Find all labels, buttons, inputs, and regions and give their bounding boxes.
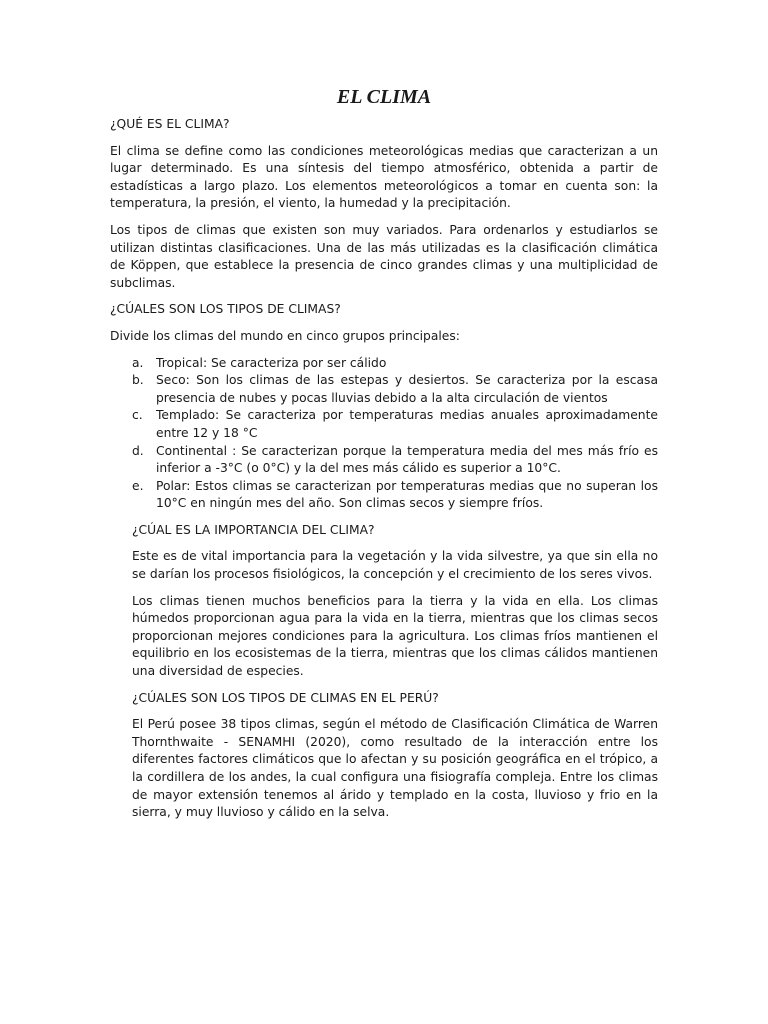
- document-title: EL CLIMA: [336, 86, 432, 108]
- list-item-text: Continental : Se caracterizan porque la temperatura media del mes más frío es inferior a -3°C (o 0°C) y la del mes más cálido es superior a 10°C.: [156, 443, 658, 476]
- paragraph: Los climas tienen muchos beneficios para la tierra y la vida en ella. Los climas húmedos proporcionan agua para la vida en la tierra, mientras que los climas secos proporcionan mejores condiciones para la agricultura. Los climas fríos mantienen el equilibrio en los ecosistemas de la tierra, mientras que los climas cálidos mantienen una diversidad de especies.: [132, 593, 658, 679]
- list-marker: b.: [132, 373, 144, 388]
- paragraph: El Perú posee 38 tipos climas, según el método de Clasificación Climática de Warren Thornthwaite - SENAMHI (2020), como resultado de la interacción entre los diferentes factores climáticos que lo afectan y su posición geográfica en el trópico, a la cordillera de los andes, la cual configura una fisiografía compleja. Entre los climas de mayor extensión tenemos al árido y templado en la costa, lluvioso y frio en la sierra, y muy lluvioso y cálido en la selva.: [132, 717, 658, 820]
- paragraph: Este es de vital importancia para la vegetación y la vida silvestre, ya que sin ella no se darían los procesos fisiológicos, la concepción y el crecimiento de los seres vivos.: [132, 549, 658, 582]
- paragraph: Los tipos de climas que existen son muy variados. Para ordenarlos y estudiarlos se utilizan distintas clasificaciones. Una de las más utilizadas es la clasificación climática de Köppen, que establece la presencia de cinco grandes climas y una multiplicidad de subclimas.: [110, 222, 658, 290]
- document-page: [110, 84, 658, 831]
- list-item-text: Tropical: Se caracteriza por ser cálido: [156, 355, 387, 370]
- list-intro: Divide los climas del mundo en cinco grupos principales:: [110, 328, 460, 343]
- climate-types-list: [110, 355, 658, 513]
- list-item: [110, 372, 658, 407]
- paragraph: El clima se define como las condiciones meteorológicas medias que caracterizan a un lugar determinado. Es una síntesis del tiempo atmosférico, obtenida a partir de estadísticas a largo plazo. Los elementos meteorológicos a tomar en cuenta son: la temperatura, la presión, el viento, la humedad y la precipitación.: [110, 143, 658, 211]
- indented-block: [132, 522, 658, 822]
- list-item-text: Templado: Se caracteriza por temperaturas medias anuales aproximadamente entre 12 y 18 °C: [156, 408, 658, 440]
- list-item-text: Seco: Son los climas de las estepas y desiertos. Se caracteriza por la escasa presencia de nubes y pocas lluvias debido a la alta circulación de vientos: [156, 373, 658, 405]
- list-marker: a.: [132, 355, 144, 370]
- section-heading-climate-types: ¿CÚALES SON LOS TIPOS DE CLIMAS?: [110, 302, 341, 317]
- list-marker: c.: [132, 408, 143, 423]
- list-item: [110, 407, 658, 442]
- list-item-text: Polar: Estos climas se caracterizan por temperaturas medias que no superan los 10°C en ningún mes del año. Son climas secos y siempre fríos.: [156, 478, 658, 511]
- list-item: [110, 443, 658, 478]
- section-heading-climate-importance: ¿CÚAL ES LA IMPORTANCIA DEL CLIMA?: [132, 522, 375, 537]
- list-item: [110, 355, 658, 373]
- section-heading-peru-climates: ¿CÚALES SON LOS TIPOS DE CLIMAS EN EL PERÚ?: [132, 690, 439, 705]
- list-marker: d.: [132, 443, 144, 458]
- section-heading-what-is-climate: ¿QUÉ ES EL CLIMA?: [110, 117, 230, 131]
- list-item: [110, 478, 658, 513]
- list-marker: e.: [132, 478, 144, 493]
